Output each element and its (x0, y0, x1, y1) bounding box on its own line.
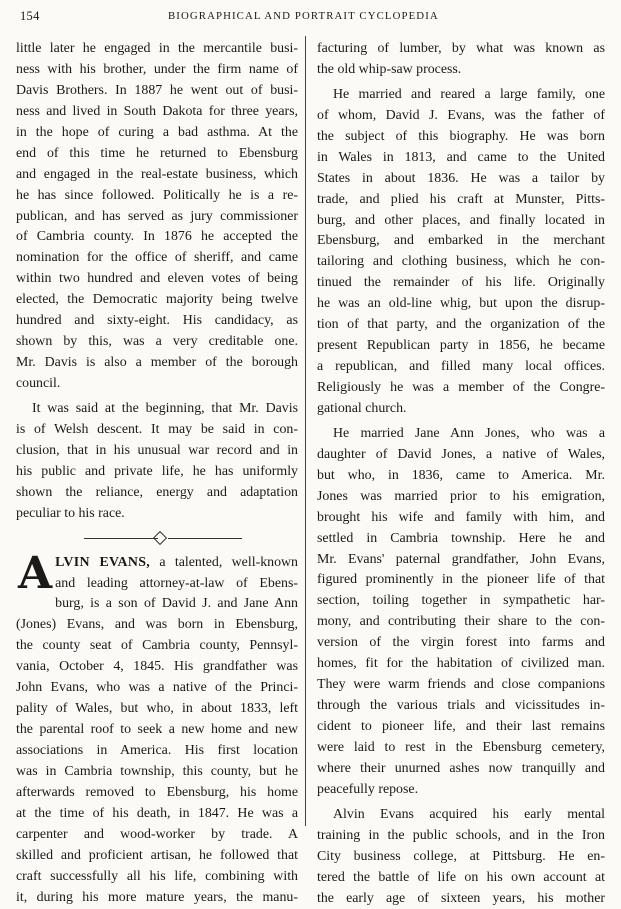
text-line: the old whip-saw process. (317, 60, 605, 81)
section-divider (16, 525, 298, 553)
text-line: of Cambria county. In 1876 he accepted the (16, 227, 298, 248)
text-line: shown the reliance, energy and adaptation (16, 483, 298, 504)
text-line: gational church. (317, 399, 605, 420)
text-line: burg, is a son of David J. and Jane Ann (16, 594, 298, 615)
text-line: council. (16, 374, 298, 395)
text-line: in the hope of curing a bad asthma. At the (16, 123, 298, 144)
text-line: the parental roof to seek a new home and new (16, 720, 298, 741)
text-line: craft successfully all his life, combining with (16, 867, 298, 888)
column-rule (305, 36, 306, 826)
text-line: tinued the remainder of his life. Originally (317, 273, 605, 294)
text-line: ness with his brother, under the firm name of (16, 60, 298, 81)
text-line: figured prominently in the pioneer life of that (317, 570, 605, 591)
text-line: pality of Wales, but who, in about 1833, left (16, 699, 298, 720)
text-line: Mr. Davis is also a member of the borough (16, 353, 298, 374)
text-line: tion of that party, and the organization of the (317, 315, 605, 336)
paragraph (16, 39, 298, 395)
page-header (20, 9, 606, 27)
text-line: present Republican party in 1856, he became (317, 336, 605, 357)
text-line: little later he engaged in the mercantile busi- (16, 39, 298, 60)
text-line: and leading attorney-at-law of Ebens- (16, 574, 298, 595)
text-line: It was said at the beginning, that Mr. Davis (16, 399, 298, 420)
text-line: through the various trials and vicissitudes in- (317, 696, 605, 717)
text-line: settled in Cambria township. Here he and (317, 529, 605, 550)
text-line: clusion, that in his unusual war record and in (16, 441, 298, 462)
text-line: Mr. Evans' paternal grandfather, John Evans, (317, 550, 605, 571)
text-line: cident to pioneer life, and their last remains (317, 717, 605, 738)
text-line: in Wales in 1813, and came to the United (317, 148, 605, 169)
text-line: Alvin Evans acquired his early mental (317, 805, 605, 826)
text-line: He married and reared a large family, one (317, 85, 605, 106)
text-line: They were warm friends and close companions (317, 675, 605, 696)
paragraph (317, 805, 605, 909)
right-column (317, 39, 605, 909)
paragraph (317, 424, 605, 801)
text-line: of whom, David J. Evans, was the father of (317, 106, 605, 127)
text-line: mony, and contributing their share to the con- (317, 612, 605, 633)
text-line: ness and lived in South Dakota for three years, (16, 102, 298, 123)
text-line: (Jones) Evans, and was born in Ebensburg, (16, 615, 298, 636)
text-line: publican, and has served as jury commissioner (16, 207, 298, 228)
text-line: tered the battle of life on his own account at (317, 868, 605, 889)
text-line: Religiously he was a member of the Congre- (317, 378, 605, 399)
paragraph (317, 85, 605, 420)
text-line: he was an old-line whig, but upon the disrup- (317, 294, 605, 315)
text-line: shown by this, was a very creditable one. (16, 332, 298, 353)
drop-cap: A (18, 555, 52, 595)
text-line: nomination for the office of sheriff, and came (16, 248, 298, 269)
text-line: training in the public schools, and in the Iron (317, 826, 605, 847)
text-line: States in about 1836. He was a tailor by (317, 169, 605, 190)
paragraph (317, 39, 605, 81)
text-line: Ebensburg, and embarked in the merchant (317, 231, 605, 252)
text-line: burg, and other places, and finally located in (317, 211, 605, 232)
text-line: were laid to rest in the Ebensburg cemetery, (317, 738, 605, 759)
text-line: was in Cambria township, this county, but he (16, 762, 298, 783)
text-line: his public and private life, he has uniformly (16, 462, 298, 483)
text-line: tailoring and clothing business, which he con- (317, 252, 605, 273)
text-line: vania, October 4, 1845. His grandfather was (16, 657, 298, 678)
page-number: 154 (20, 9, 40, 24)
text-line: he has since followed. Politically he is a re- (16, 186, 298, 207)
paragraph (16, 399, 298, 525)
text-line: elected, the Democratic majority being twelve (16, 290, 298, 311)
text-line: at the time of his death, in 1847. He was a (16, 804, 298, 825)
text-line: peculiar to his race. (16, 504, 298, 525)
running-head: BIOGRAPHICAL AND PORTRAIT CYCLOPEDIA (168, 10, 439, 22)
text-line: homes, fit for the habitation of civilized man. (317, 654, 605, 675)
text-line: is of Welsh descent. It may be said in con- (16, 420, 298, 441)
text-line: LVIN EVANS, a talented, well-known (16, 553, 298, 574)
text-line: section, toiling together in sympathetic har- (317, 591, 605, 612)
text-line: associations in America. His first location (16, 741, 298, 762)
text-line: He married Jane Ann Jones, who was a (317, 424, 605, 445)
text-line: version of the virgin forest into farms and (317, 633, 605, 654)
left-column (16, 39, 298, 909)
text-line: and engaged in the real-estate business, which (16, 165, 298, 186)
subject-name: LVIN EVANS, (55, 555, 150, 570)
text-line: carpenter and wood-worker by trade. A (16, 825, 298, 846)
text-line: skilled and proficient artisan, he followed that (16, 846, 298, 867)
text-line: Jones was married prior to his emigration, (317, 487, 605, 508)
text-line: but who, in 1836, came to America. Mr. (317, 466, 605, 487)
diamond-ornament-icon (153, 530, 167, 544)
text-line: John Evans, who was a native of the Princi- (16, 678, 298, 699)
text-line: within two hundred and eleven votes of being (16, 269, 298, 290)
text-line: the subject of this biography. He was born (317, 127, 605, 148)
text-line: where their unurned ashes now tranquilly and (317, 759, 605, 780)
text-line: City business college, at Pittsburg. He en- (317, 847, 605, 868)
text-line: afterwards removed to Ebensburg, his home (16, 783, 298, 804)
text-line: Davis Brothers. In 1887 he went out of busi- (16, 81, 298, 102)
text-line: peacefully repose. (317, 780, 605, 801)
biography-paragraph (16, 553, 298, 909)
text-line: the county seat of Cambria county, Pennsyl- (16, 636, 298, 657)
text-line: brought his wife and family with him, and (317, 508, 605, 529)
text-line: end of this time he returned to Ebensburg (16, 144, 298, 165)
text-line: hundred and sixty-eight. His candidacy, as (16, 311, 298, 332)
text-line: trade, and plied his craft at Munster, Pitts- (317, 190, 605, 211)
text-line: the early age of sixteen years, his mother (317, 889, 605, 909)
text-line: facturing of lumber, by what was known as (317, 39, 605, 60)
text-line: daughter of David Jones, a native of Wales, (317, 445, 605, 466)
text-line: it, during his more mature years, the manu- (16, 888, 298, 909)
text-line: a republican, and filled many local offices. (317, 357, 605, 378)
